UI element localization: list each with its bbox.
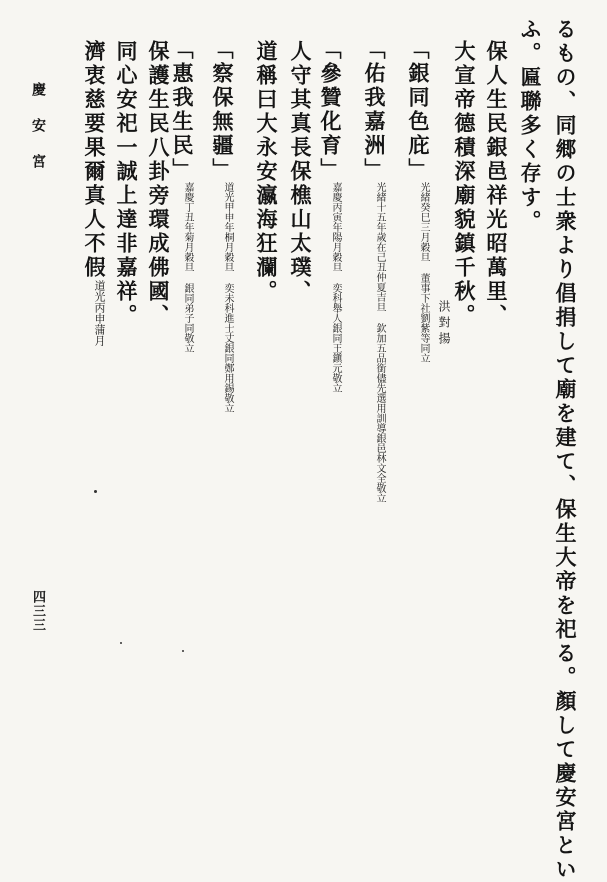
plaque-4-note: 道光甲申年桐月穀旦 奕未科進士丈銀同鄭用錫敬立 (222, 182, 233, 413)
plaque-3: 「參贊化育」嘉慶丙寅年陽月穀旦 奕科舉人銀同王鎭元敬立 (318, 38, 343, 393)
plaque-5: 「惠我生民」嘉慶丁丑年菊月穀旦 銀同弟子同敬立 (170, 38, 195, 353)
text-line-1: るもの、同郷の士衆より倡捐して廟を建て、保生大帝を祀る。顏して慶安宮とい (553, 18, 578, 882)
couplet-author: 洪對揚 (437, 300, 451, 348)
plaque-4: 「察保無疆」道光甲申年桐月穀旦 奕未科進士丈銀同鄭用錫敬立 (210, 38, 235, 413)
plaque-5-note: 嘉慶丁丑年菊月穀旦 銀同弟子同敬立 (182, 182, 193, 353)
speck (120, 642, 122, 644)
speck (94, 490, 97, 493)
plaque-2: 「佑我嘉洲」光緒十五年歲在己丑仲夏吉旦 欽加五品銜儘先選用訓導銀邑林文全敬立 (362, 38, 387, 503)
couplet4-line-1: 濟衷慈要果爾真人不假道光丙申蒲月 (82, 40, 107, 346)
couplet-line-2: 大宣帝德積深廟貌鎮千秋。 (452, 40, 477, 328)
plaque-1-note: 光緒癸巳三月穀旦 董事下社劉紫等同立 (418, 182, 429, 363)
plaque-2-note: 光緒十五年歲在己丑仲夏吉旦 欽加五品銜儘先選用訓導銀邑林文全敬立 (374, 182, 385, 503)
plaque-3-note: 嘉慶丙寅年陽月穀旦 奕科舉人銀同王鎭元敬立 (330, 182, 341, 393)
page-number: 四三三 (30, 590, 45, 632)
running-header: 慶安宮 (30, 82, 46, 190)
speck (182, 650, 184, 652)
text-line-2: ふ。匾聯多く存す。 (518, 18, 543, 234)
couplet2-line-2: 道稱曰大永安瀛海狂瀾。 (254, 40, 279, 304)
couplet3-line-1: 保護生民八卦旁環成佛國、 (146, 40, 171, 328)
couplet-line-1: 保人生民銀邑祥光昭萬里、 (484, 40, 509, 328)
couplet4-note: 道光丙申蒲月 (93, 280, 106, 346)
couplet3-line-2: 同心安祀一誠上達非嘉祥。 (114, 40, 139, 328)
plaque-1: 「銀同色庇」光緒癸巳三月穀旦 董事下社劉紫等同立 (406, 38, 431, 363)
couplet2-line-1: 人守其真長保樵山太璞、 (288, 40, 313, 304)
